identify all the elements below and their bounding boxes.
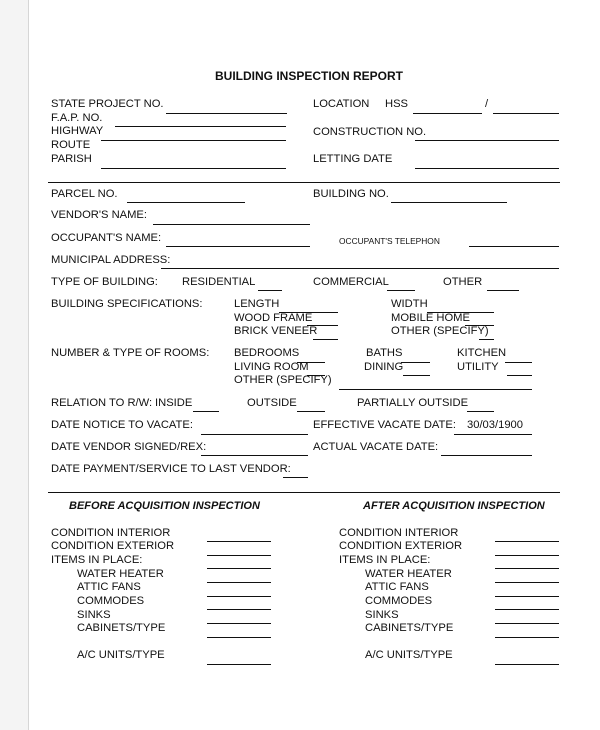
parcel-no-label: PARCEL NO. [51,188,118,200]
before-items-in-place-label: ITEMS IN PLACE: [51,554,143,566]
utility-label: UTILITY [457,361,499,373]
residential-field[interactable] [258,290,282,291]
number-type-rooms-label: NUMBER & TYPE OF ROOMS: [51,347,210,359]
kitchen-label: KITCHEN [457,347,507,359]
before-inspection-heading: BEFORE ACQUISITION INSPECTION [69,500,260,512]
section-divider-2 [48,492,560,493]
construction-no-field[interactable] [415,140,559,141]
brick-veneer-field[interactable] [313,339,338,340]
effective-vacate-date-value: 30/03/1900 [467,419,523,431]
relation-rw-label: RELATION TO R/W: [51,397,153,409]
after-commodes-field[interactable] [495,609,559,610]
residential-label: RESIDENTIAL [182,276,256,288]
baths-field[interactable] [401,362,430,363]
partially-outside-label: PARTIALLY OUTSIDE [357,397,469,409]
after-condition-exterior-field[interactable] [495,555,559,556]
actual-vacate-date-field[interactable] [441,455,532,456]
living-room-label: LIVING ROOM [234,361,309,373]
after-sinks-field[interactable] [495,623,559,624]
date-payment-label: DATE PAYMENT/SERVICE TO LAST VENDOR: [51,463,291,475]
inside-field[interactable] [193,411,219,412]
commercial-field[interactable] [387,290,415,291]
location-label: LOCATION [313,98,370,110]
after-items-in-place-field[interactable] [495,568,559,569]
highway-label: HIGHWAY [51,125,104,137]
fap-no-label: F.A.P. NO. [51,112,103,124]
construction-no-label: CONSTRUCTION NO. [313,126,427,138]
route-field[interactable] [101,140,286,141]
other-building-field[interactable] [487,290,519,291]
before-water-heater-field[interactable] [207,582,271,583]
dining-label: DINING [364,361,404,373]
actual-vacate-date-label: ACTUAL VACATE DATE: [313,441,439,453]
vendors-name-label: VENDOR'S NAME: [51,209,148,221]
other-specify-spec-field[interactable] [479,339,494,340]
hss-label: HSS [385,98,409,110]
before-commodes-label: COMMODES [77,595,145,607]
municipal-address-field[interactable] [161,268,559,269]
mobile-home-label: MOBILE HOME [391,312,470,324]
after-cabinets-type-label: CABINETS/TYPE [365,622,454,634]
after-condition-interior-field[interactable] [495,541,559,542]
after-items-in-place-label: ITEMS IN PLACE: [339,554,431,566]
utility-field[interactable] [507,375,532,376]
after-ac-units-type-label: A/C UNITS/TYPE [365,649,453,661]
baths-label: BATHS [366,347,403,359]
before-cabinets-type-field[interactable] [207,637,271,638]
before-commodes-field[interactable] [207,609,271,610]
after-condition-exterior-label: CONDITION EXTERIOR [339,540,463,552]
date-notice-vacate-field[interactable] [201,434,308,435]
before-items-in-place-field[interactable] [207,568,271,569]
letting-date-field[interactable] [415,168,559,169]
before-attic-fans-label: ATTIC FANS [77,581,141,593]
dining-field[interactable] [403,375,430,376]
hss-slash: / [485,98,489,110]
building-specifications-label: BUILDING SPECIFICATIONS: [51,298,203,310]
parish-label: PARISH [51,153,92,165]
width-label: WIDTH [391,298,428,310]
wood-frame-label: WOOD FRAME [234,312,313,324]
before-water-heater-label: WATER HEATER [77,568,164,580]
before-condition-exterior-field[interactable] [207,555,271,556]
after-commodes-label: COMMODES [365,595,433,607]
state-project-no-label: STATE PROJECT NO. [51,98,164,110]
other-specify-rooms-label: OTHER (SPECIFY) [234,374,332,386]
letting-date-label: LETTING DATE [313,153,393,165]
building-no-field[interactable] [391,202,507,203]
before-condition-exterior-label: CONDITION EXTERIOR [51,540,175,552]
before-condition-interior-label: CONDITION INTERIOR [51,527,171,539]
municipal-address-label: MUNICIPAL ADDRESS: [51,254,171,266]
parcel-no-field[interactable] [127,202,245,203]
hss-field-1[interactable] [413,113,482,114]
report-title: BUILDING INSPECTION REPORT [215,69,404,83]
other-building-label: OTHER [443,276,483,288]
commercial-label: COMMERCIAL [313,276,389,288]
after-water-heater-field[interactable] [495,582,559,583]
after-inspection-heading: AFTER ACQUISITION INSPECTION [363,500,545,512]
outside-field[interactable] [297,411,325,412]
occupants-telephone-field[interactable] [469,246,559,247]
brick-veneer-label: BRICK VENEER [234,325,318,337]
effective-vacate-date-field[interactable] [454,434,532,435]
before-sinks-label: SINKS [77,609,111,621]
state-project-no-field[interactable] [166,113,287,114]
before-ac-units-type-field[interactable] [207,664,271,665]
other-specify-rooms-field[interactable] [339,389,532,390]
outside-label: OUTSIDE [247,397,297,409]
before-ac-units-type-label: A/C UNITS/TYPE [77,649,165,661]
after-cabinets-type-field[interactable] [495,637,559,638]
occupants-name-field[interactable] [166,246,310,247]
before-condition-interior-field[interactable] [207,541,271,542]
hss-field-2[interactable] [493,113,559,114]
date-vendor-signed-label: DATE VENDOR SIGNED/REX: [51,441,207,453]
date-payment-field[interactable] [283,477,308,478]
highway-field[interactable] [115,126,286,127]
document-page [28,0,600,730]
inside-label: INSIDE [155,397,193,409]
after-condition-interior-label: CONDITION INTERIOR [339,527,459,539]
before-cabinets-type-label: CABINETS/TYPE [77,622,166,634]
after-ac-units-type-field[interactable] [495,664,559,665]
after-water-heater-label: WATER HEATER [365,568,452,580]
route-label: ROUTE [51,139,91,151]
type-of-building-label: TYPE OF BUILDING: [51,276,158,288]
length-label: LENGTH [234,298,280,310]
bedrooms-label: BEDROOMS [234,347,300,359]
before-sinks-field[interactable] [207,623,271,624]
date-notice-vacate-label: DATE NOTICE TO VACATE: [51,419,193,431]
other-specify-spec-label: OTHER (SPECIFY) [391,325,489,337]
section-divider-1 [48,182,560,183]
parish-field[interactable] [101,168,286,169]
effective-vacate-date-label: EFFECTIVE VACATE DATE: [313,419,456,431]
after-attic-fans-label: ATTIC FANS [365,581,429,593]
partially-outside-field[interactable] [467,411,494,412]
vendors-name-field[interactable] [153,224,310,225]
after-sinks-label: SINKS [365,609,399,621]
occupants-name-label: OCCUPANT'S NAME: [51,232,162,244]
before-attic-fans-field[interactable] [207,596,271,597]
date-vendor-signed-field[interactable] [201,455,308,456]
building-no-label: BUILDING NO. [313,188,389,200]
kitchen-field[interactable] [505,362,532,363]
after-attic-fans-field[interactable] [495,596,559,597]
occupants-telephone-label: OCCUPANT'S TELEPHON [339,236,440,246]
